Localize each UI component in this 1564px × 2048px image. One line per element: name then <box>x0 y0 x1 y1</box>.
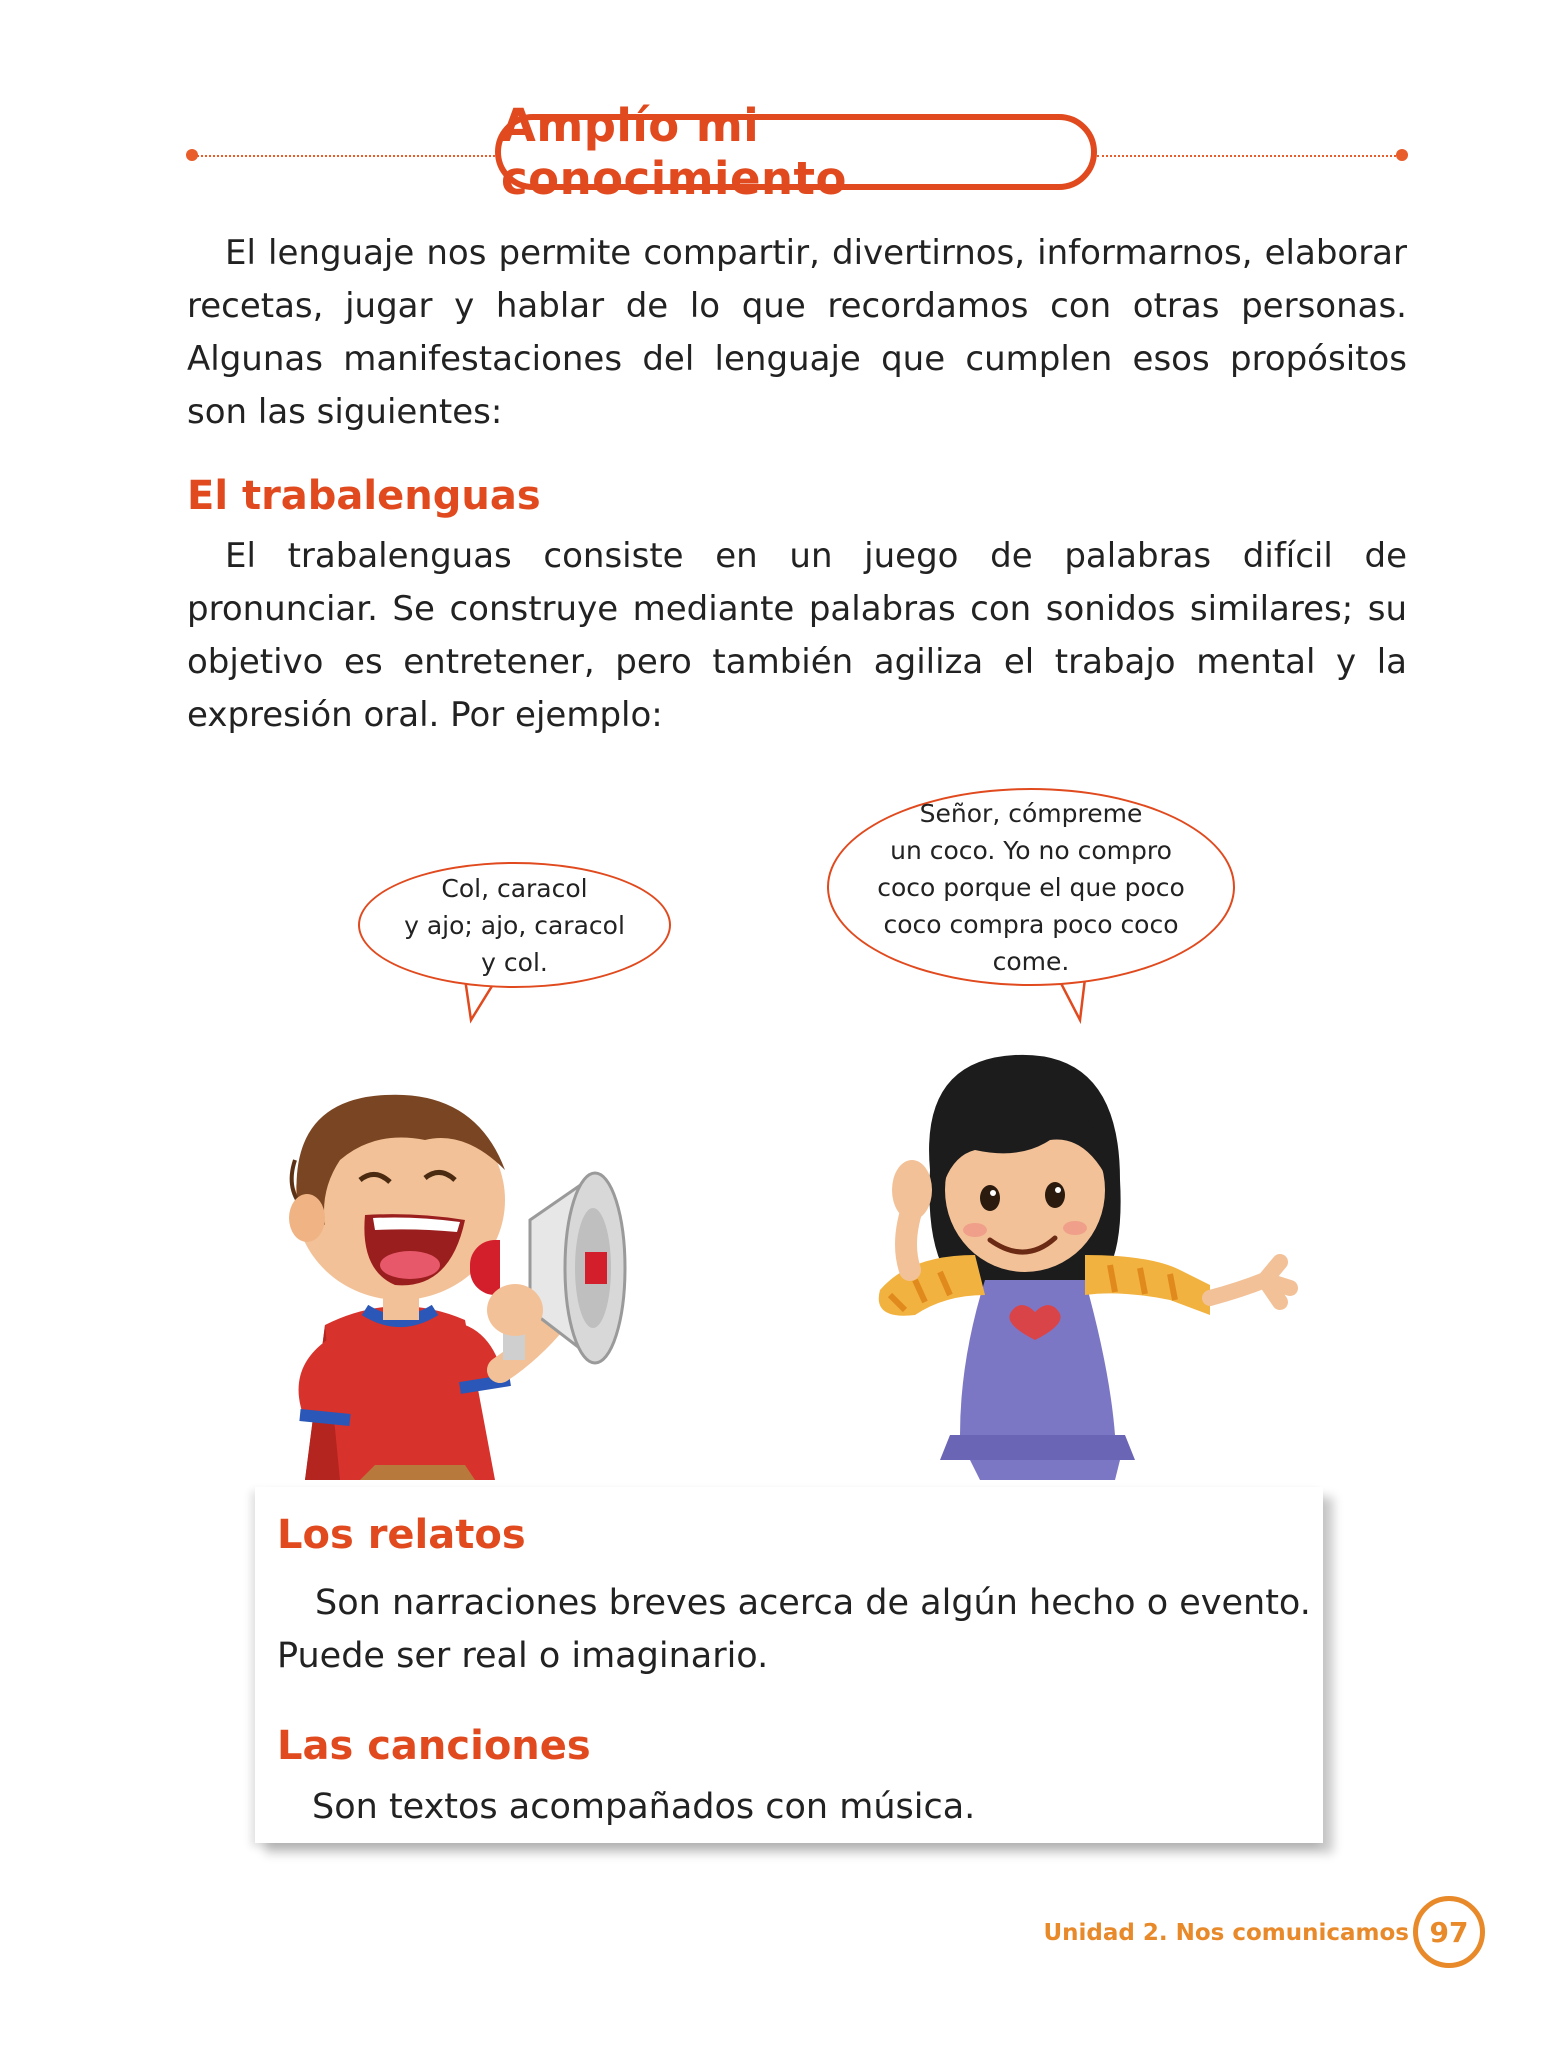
header-dot-right <box>1396 149 1408 161</box>
header-dot-left <box>186 149 198 161</box>
canciones-text: Son textos acompañados con música. <box>312 1787 976 1827</box>
relatos-line-2: Puede ser real o imaginario. <box>277 1636 769 1676</box>
page-number: 97 <box>1413 1896 1485 1968</box>
intro-paragraph: El lenguaje nos permite compartir, divertirnos, informarnos, elaborar recetas, jugar y hablar de lo que recordamos con otras personas. Algunas manifestaciones del lenguaje que cumplen esos propósitos son las siguientes: <box>187 233 1407 432</box>
section-header-pill <box>495 99 1097 205</box>
girl-bubble-line: coco porque el que poco <box>877 872 1185 902</box>
relatos-line-1: Son narraciones breves acerca de algún hecho o evento. <box>315 1583 1311 1623</box>
boy-with-megaphone-icon <box>265 1040 785 1480</box>
section-header-title: Amplío mi conocimiento <box>501 99 847 205</box>
header-dotted-line-left <box>192 155 495 157</box>
canciones-title: Las canciones <box>277 1723 591 1769</box>
girl-bubble-line: Señor, cómpreme <box>919 798 1143 828</box>
info-card <box>255 1487 1323 1843</box>
header-dotted-line-right <box>1097 155 1400 157</box>
footer-unit-label: Unidad 2. Nos comunicamos <box>1043 1920 1409 1946</box>
trabalenguas-paragraph: El trabalenguas consiste en un juego de palabras difícil de pronunciar. Se construye mediante palabras con sonidos similares; su objetivo es entretener, pero también agiliza el trabajo mental y la expresión oral. Por ejemplo: <box>187 536 1407 735</box>
girl-bubble-line: come. <box>992 946 1070 976</box>
girl-listening-icon <box>870 1040 1330 1480</box>
boy-bubble-line: Col, caracol <box>441 873 588 903</box>
girl-bubble-line: coco compra poco coco <box>883 909 1179 939</box>
relatos-title: Los relatos <box>277 1512 526 1558</box>
girl-bubble-line: un coco. Yo no compro <box>890 835 1172 865</box>
boy-bubble-line: y col. <box>481 947 548 977</box>
girl-speech-bubble <box>827 788 1235 986</box>
boy-bubble-line: y ajo; ajo, caracol <box>404 910 625 940</box>
boy-speech-bubble <box>358 862 671 988</box>
trabalenguas-title: El trabalenguas <box>187 473 541 519</box>
